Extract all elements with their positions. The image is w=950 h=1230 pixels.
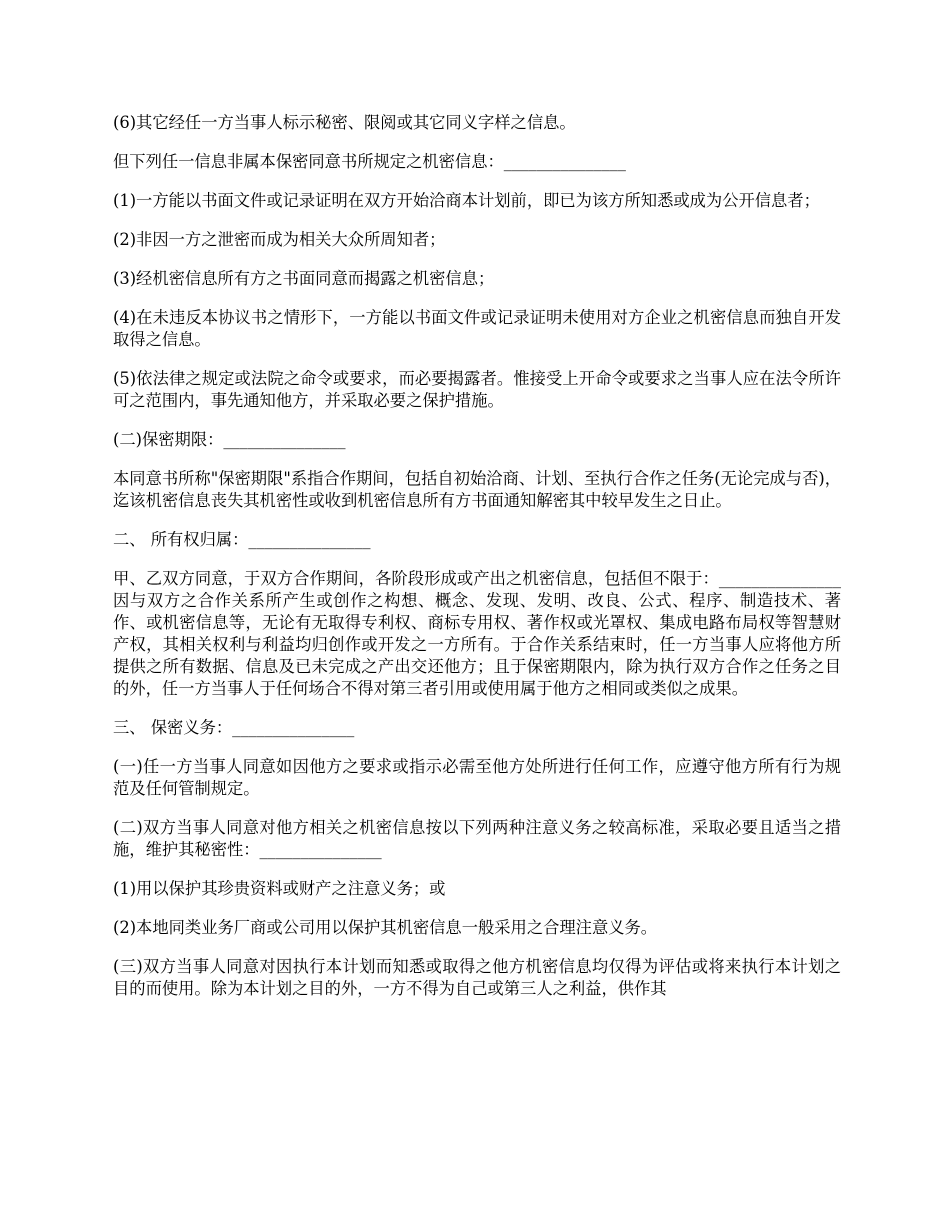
paragraph-obligation-2: (二)双方当事人同意对他方相关之机密信息按以下列两种注意义务之较高标准，采取必要且适当之措施，维护其秘密性：_______________ (113, 818, 841, 859)
document-page (113, 112, 841, 1017)
heading-ownership: 二、 所有权归属：_______________ (113, 530, 371, 549)
paragraph-care-duty-2: (2)本地同类业务厂商或公司用以保护其机密信息一般采用之合理注意义务。 (113, 918, 658, 937)
paragraph-care-duty-1: (1)用以保护其珍贵资料或财产之注意义务；或 (113, 879, 446, 898)
paragraph-exception-2: (2)非因一方之泄密而成为相关大众所周知者； (113, 230, 446, 249)
paragraph-confidentiality-period: 本同意书所称"保密期限"系指合作期间，包括自初始洽商、计划、至执行合作之任务(无论完成与否)，迄该机密信息丧失其机密性或收到机密信息所有方书面通知解密其中较早发生之日止。 (113, 469, 841, 510)
paragraph-exception-4: (4)在未违反本协议书之情形下，一方能以书面文件或记录证明未使用对方企业之机密信息而独自开发取得之信息。 (113, 308, 841, 349)
paragraph-exceptions-intro: 但下列任一信息非属本保密同意书所规定之机密信息：_______________ (113, 152, 626, 171)
paragraph-exception-5: (5)依法律之规定或法院之命令或要求，而必要揭露者。惟接受上开命令或要求之当事人应在法令所许可之范围内，事先通知他方，并采取必要之保护措施。 (113, 369, 841, 410)
paragraph-obligation-1: (一)任一方当事人同意如因他方之要求或指示必需至他方处所进行任何工作，应遵守他方所有行为规范及任何管制规定。 (113, 757, 841, 798)
paragraph-obligation-3: (三)双方当事人同意对因执行本计划而知悉或取得之他方机密信息均仅得为评估或将来执行本计划之目的而使用。除为本计划之目的外，一方不得为自己或第三人之利益，供作其 (113, 957, 841, 998)
paragraph-exception-1: (1)一方能以书面文件或记录证明在双方开始洽商本计划前，即已为该方所知悉或成为公开信息者； (113, 191, 820, 210)
paragraph-exception-3: (3)经机密信息所有方之书面同意而揭露之机密信息； (113, 269, 495, 288)
paragraph-ownership: 甲、乙双方同意，于双方合作期间，各阶段形成或产出之机密信息，包括但不限于：_______________因与双方之合作关系所产生或创作之构想、概念、发现、发明、改良、公式、程序、制造技术、著作、或机密信息等，无论有无取得专利权、商标专用权、著作权或光罩权、集成电路布局权等智慧财产权，其相关权利与利益均归创作或开发之一方所有。于合作关系结束时，任一方当事人应将他方所提供之所有数据、信息及已未完成之产出交还他方；且于保密期限内，除为执行双方合作之任务之目的外，任一方当事人于任何场合不得对第三者引用或使用属于他方之相同或类似之成果。 (113, 569, 841, 698)
heading-confidentiality-obligations: 三、 保密义务：_______________ (113, 718, 355, 737)
paragraph-clause-6: (6)其它经任一方当事人标示秘密、限阅或其它同义字样之信息。 (113, 113, 576, 132)
heading-confidentiality-period: (二)保密期限：_______________ (113, 430, 346, 449)
